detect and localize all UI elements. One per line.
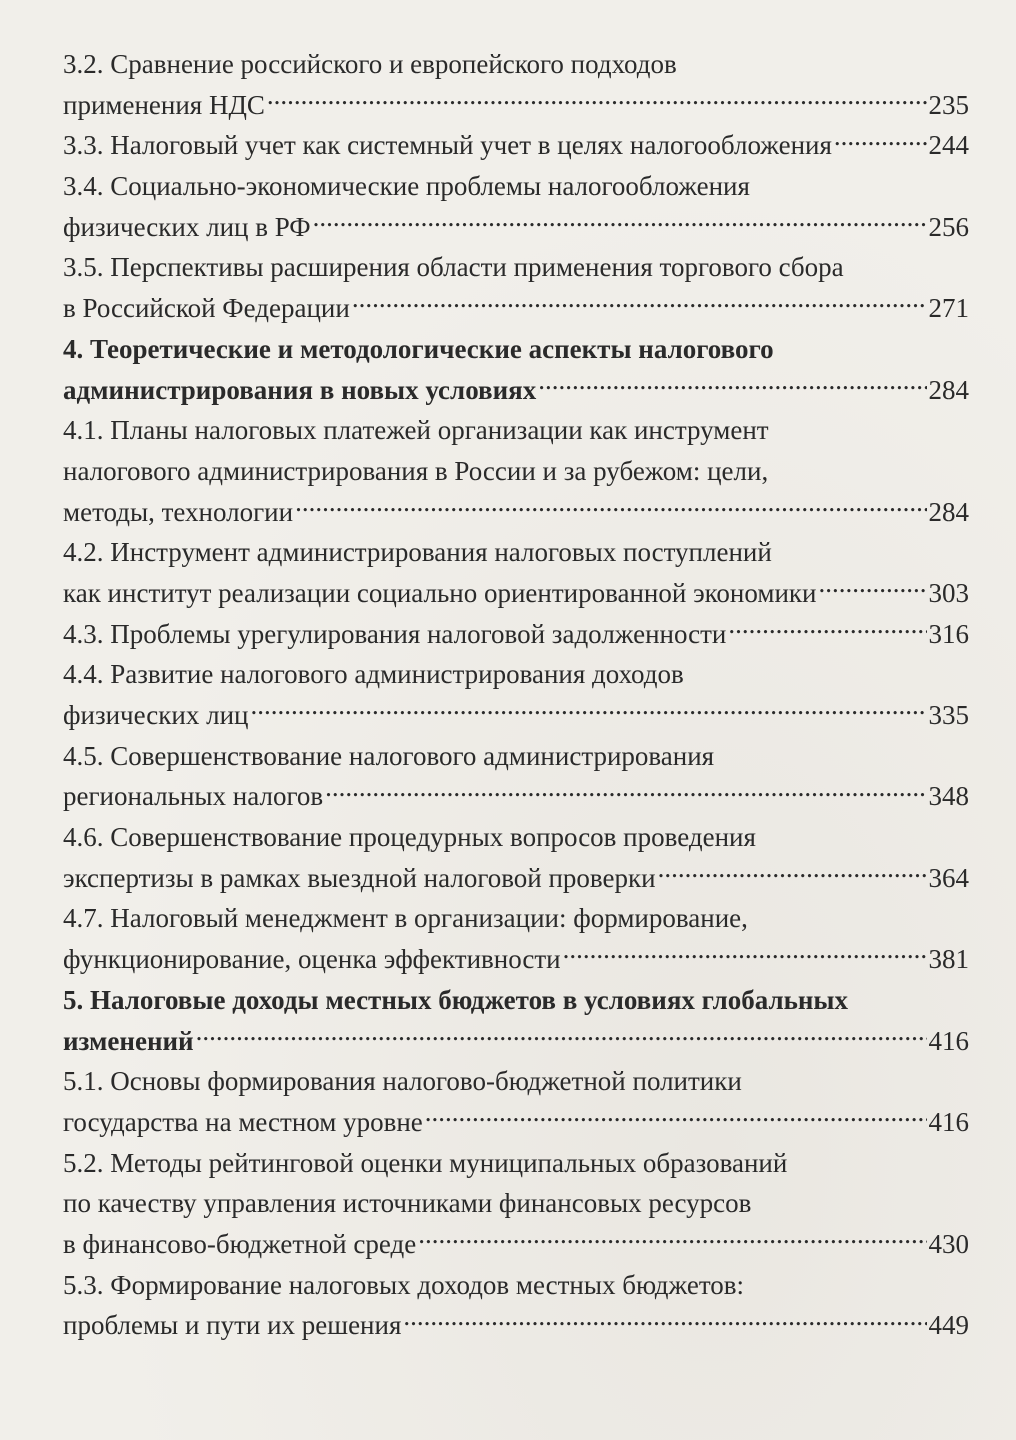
toc-entry [63,1061,969,1142]
toc-entry [63,614,969,655]
toc-line [63,654,969,695]
page-number: 430 [928,1228,969,1259]
page-number: 416 [928,1025,969,1056]
page-number: 449 [928,1310,969,1341]
toc-line-text: 4.5. Совершенствование налогового администрирования [63,740,715,771]
toc-entry [63,125,969,166]
toc-line-text: администрирования в новых условиях [63,374,537,405]
toc-line-text: региональных налогов [63,781,324,812]
toc-entry [63,1143,969,1265]
page-number: 256 [928,211,969,242]
toc-line [63,695,969,736]
table-of-contents [63,44,969,1346]
toc-line-text: экспертизы в рамках выездной налоговой проверки [63,862,656,893]
dot-leader [834,127,927,154]
dot-leader [538,372,926,399]
toc-entry [63,817,969,898]
toc-line [63,980,969,1021]
toc-line-text: 4.1. Планы налоговых платежей организации как инструмент [63,415,769,446]
toc-line-text: 5.3. Формирование налоговых доходов местных бюджетов: [63,1269,745,1300]
toc-section [63,980,969,1061]
toc-entry [63,166,969,247]
toc-line-text: 4.2. Инструмент администрирования налоговых поступлений [63,537,772,568]
toc-line [63,329,969,370]
toc-line [63,1305,969,1346]
toc-line [63,492,969,533]
page-number: 235 [928,89,969,120]
toc-line-text: 4.6. Совершенствование процедурных вопросов проведения [63,822,756,853]
toc-entry [63,410,969,532]
toc-line-text: 4.4. Развитие налогового администрирования доходов [63,659,684,690]
toc-line-text: государства на местном уровне [63,1106,423,1137]
toc-line [63,898,969,939]
toc-line-text: 4.7. Налоговый менеджмент в организации: формирование, [63,903,748,934]
dot-leader [658,860,927,887]
toc-entry [63,736,969,817]
toc-line [63,1183,969,1224]
toc-entry [63,532,969,613]
toc-line-text: 5.2. Методы рейтинговой оценки муниципальных образований [63,1147,788,1178]
toc-line [63,410,969,451]
toc-line-text: 3.3. Налоговый учет как системный учет в целях налогообложения [63,130,832,161]
toc-entry [63,247,969,328]
toc-entry [63,1265,969,1346]
page-number: 416 [928,1106,969,1137]
dot-leader [818,575,926,602]
toc-line-text: в Российской Федерации [63,293,350,324]
toc-line [63,166,969,207]
dot-leader [267,87,927,114]
dot-leader [418,1226,926,1253]
toc-line [63,1143,969,1184]
toc-line-text: 4.3. Проблемы урегулирования налоговой задолженности [63,618,727,649]
toc-entry [63,898,969,979]
toc-entry [63,44,969,125]
toc-line [63,125,969,166]
page-number: 381 [928,944,969,975]
toc-line [63,288,969,329]
toc-line [63,370,969,411]
toc-line [63,532,969,573]
dot-leader [196,1023,927,1050]
page-number: 271 [928,293,969,324]
page-number: 244 [928,130,969,161]
toc-line [63,44,969,85]
page-number: 364 [928,862,969,893]
dot-leader [563,941,927,968]
toc-line [63,1021,969,1062]
toc-section [63,329,969,410]
dot-leader [728,616,926,643]
toc-line [63,207,969,248]
toc-line-text: методы, технологии [63,496,294,527]
dot-leader [325,778,926,805]
toc-line [63,451,969,492]
toc-entry [63,654,969,735]
toc-line [63,817,969,858]
toc-line [63,776,969,817]
toc-line-text: проблемы и пути их решения [63,1310,402,1341]
toc-line [63,1224,969,1265]
page-number: 316 [928,618,969,649]
toc-line-text: физических лиц в РФ [63,211,311,242]
toc-line [63,858,969,899]
dot-leader [403,1307,926,1334]
toc-line-text: 3.4. Социально-экономические проблемы налогообложения [63,171,750,202]
dot-leader [313,209,927,236]
toc-line-text: как институт реализации социально ориентированной экономики [63,577,817,608]
toc-line [63,736,969,777]
toc-line-text: функционирование, оценка эффективности [63,944,561,975]
page-number: 335 [928,700,969,730]
toc-line-text: 5. Налоговые доходы местных бюджетов в условиях глобальных [63,984,849,1015]
toc-line-text: в финансово-бюджетной среде [63,1228,417,1259]
toc-line [63,85,969,126]
toc-line [63,939,969,980]
toc-line [63,247,969,288]
toc-line-text: применения НДС [63,89,265,120]
toc-line-text: физических лиц [63,700,249,730]
toc-line-text: изменений [63,1025,194,1056]
dot-leader [425,1104,927,1131]
dot-leader [352,290,927,317]
dot-leader [295,494,926,521]
toc-line-text: налогового администрирования в России и за рубежом: цели, [63,455,769,486]
toc-line [63,573,969,614]
page-number: 303 [928,577,969,608]
page-number: 348 [928,781,969,812]
page-number: 284 [928,374,969,405]
toc-line [63,1102,969,1143]
toc-line-text: 3.2. Сравнение российского и европейского подходов [63,49,677,79]
toc-line-text: 3.5. Перспективы расширения области применения торгового сбора [63,252,844,283]
toc-line [63,614,969,655]
toc-line [63,1265,969,1306]
toc-line-text: 5.1. Основы формирования налогово-бюджетной политики [63,1066,742,1097]
toc-line-text: по качеству управления источниками финансовых ресурсов [63,1188,752,1219]
toc-line [63,1061,969,1102]
dot-leader [250,697,926,724]
toc-line-text: 4. Теоретические и методологические аспекты налогового [63,333,774,364]
page-number: 284 [928,496,969,527]
